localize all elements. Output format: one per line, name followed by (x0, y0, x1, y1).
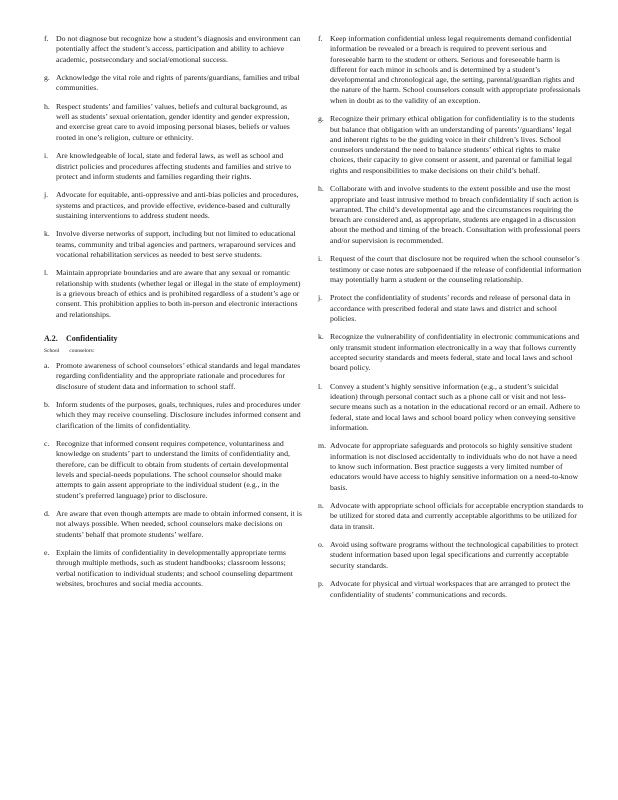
section-subheading: School counselors: (44, 347, 95, 354)
right-column (318, 34, 584, 608)
list-item-o: o. Avoid using software programs without the technological capabilities to protect student information based upon legal specifications and currently acceptable security standards. (318, 540, 579, 570)
list-item-l: l. Convey a student’s highly sensitive information (e.g., a student’s suicidal ideation) through personal contact such as a phone call or visit and not less-secure means such as a notation in the educational record or an email. Adhere to federal, state and local laws and school board policy when conveying sensitive information. (318, 381, 581, 432)
list-item-n: n. Advocate with appropriate school officials for acceptable encryption standards to be utilized for stored data and currently acceptable algorithms to be utilized for data in transit. (318, 501, 584, 531)
list-item-g: g. Acknowledge the vital role and rights of parents/guardians, families and tribal communities. (44, 73, 300, 93)
list-item-h: h. Collaborate with and involve students to the extent possible and use the most appropriate and least intrusive method to breach confidentiality if such action is warranted. The child’s developmental age and the circumstances requiring the breach are considered and, as appropriate, students are engaged in a discussion about the method and timing of the breach. Consultation with professional peers and/or supervision is recommended. (318, 184, 581, 245)
list-item-l: l. Maintain appropriate boundaries and are aware that any sexual or romantic relationship with students (whether legal or illegal in the state of employment) is a grievous breach of ethics and is prohibited regardless of a student’s age or consent. This prohibition applies to both in-person and electronic interactions and relationships. (44, 268, 301, 319)
list-item-f: f. Keep information confidential unless legal requirements demand confidential information be revealed or a breach is required to prevent serious and foreseeable harm to the student or others. Serious and foreseeable harm is different for each minor in schools and is determined by a student’s developmental and chronological age, the setting, parental/guardian rights and the nature of the harm. School counselors consult with appropriate professionals when in doubt as to the validity of an exception. (318, 34, 581, 105)
list-item-g: g. Recognize their primary ethical obligation for confidentiality is to the students but balance that obligation with an understanding of parents’/guardians’ legal and inherent rights to be the guiding voice in their children’s lives. School counselors understand the need to balance students’ ethical rights to make choices, their capacity to give consent or assent, and parental or familial legal rights and responsibilities to make decisions on their child’s behalf. (318, 114, 575, 175)
list-item-k: k. Involve diverse networks of support, including but not limited to educational teams, community and tribal agencies and partners, wraparound services and vocational rehabilitation services as needed to best serve students. (44, 229, 296, 259)
list-item-j: j. Advocate for equitable, anti-oppressive and anti-bias policies and procedures, systems and practices, and provide effective, evidence-based and culturally sustaining interventions to address student needs. (44, 190, 299, 220)
section-heading: A.2. Confidentiality (44, 333, 118, 343)
list-item-j: j. Protect the confidentiality of students’ records and release of personal data in accordance with prescribed federal and state laws and district and school policies. (318, 293, 571, 323)
left-column (44, 34, 302, 598)
list-item-k: k. Recognize the vulnerability of confidentiality in electronic communications and only transmit student information electronically in a way that follows currently accepted security standards and meets federal, state and local laws and school board policy. (318, 332, 580, 373)
list-item-h: h. Respect students’ and families’ values, beliefs and cultural background, as well as students’ sexual orientation, gender identity and gender expression, and exercise great care to avoid imposing personal biases, beliefs or values rooted in one’s religion, culture or ethnicity. (44, 101, 290, 142)
list-item-i: i. Are knowledgeable of local, state and federal laws, as well as school and district policies and procedures affecting students and families and strive to protect and inform students and families regarding their rights. (44, 151, 291, 181)
list-item-f: f. Do not diagnose but recognize how a student’s diagnosis and environment can potentially affect the student’s access, participation and ability to achieve academic, postsecondary and social/emotional success. (44, 34, 301, 64)
list-item-a: a. Promote awareness of school counselors’ ethical standards and legal mandates regarding confidentiality and the appropriate rationale and procedures for disclosure of student data and information to school staff. (44, 360, 301, 391)
list-item-b: b. Inform students of the purposes, goals, techniques, rules and procedures under which they may receive counseling. Disclosure includes informed consent and clarification of the limits of confidentiality. (44, 400, 301, 430)
list-item-c: c. Recognize that informed consent requires competence, voluntariness and knowledge on students’ part to understand the limits of confidentiality and, therefore, can be difficult to obtain from students of certain developmental levels and special-needs populations. The school counselor should make attempts to gain assent appropriate to the individual student (e.g., in the student’s preferred language) prior to disclosure. (44, 439, 290, 500)
list-item-e: e. Explain the limits of confidentiality in developmentally appropriate terms through multiple methods, such as student handbooks; classroom lessons; verbal notification to individual students; and school counseling department websites, brochures and social media accounts. (44, 548, 293, 589)
list-item-m: m. Advocate for appropriate safeguards and protocols so highly sensitive student information is not disclosed accidentally to individuals who do not have a need to know such information. Best practice suggests a very limited number of educators would have access to highly sensitive information on a need-to-know basis. (318, 441, 579, 492)
list-item-p: p. Advocate for physical and virtual workspaces that are arranged to protect the confidentiality of students’ communications and records. (318, 579, 571, 599)
list-item-i: i. Request of the court that disclosure not be required when the school counselor’s testimony or case notes are subpoenaed if the release of confidential information may potentially harm a student or the counseling relationship. (318, 254, 582, 284)
list-item-d: d. Are aware that even though attempts are made to obtain informed consent, it is not always possible. When needed, school counselors make decisions on students’ behalf that promote students’ welfare. (44, 509, 302, 539)
